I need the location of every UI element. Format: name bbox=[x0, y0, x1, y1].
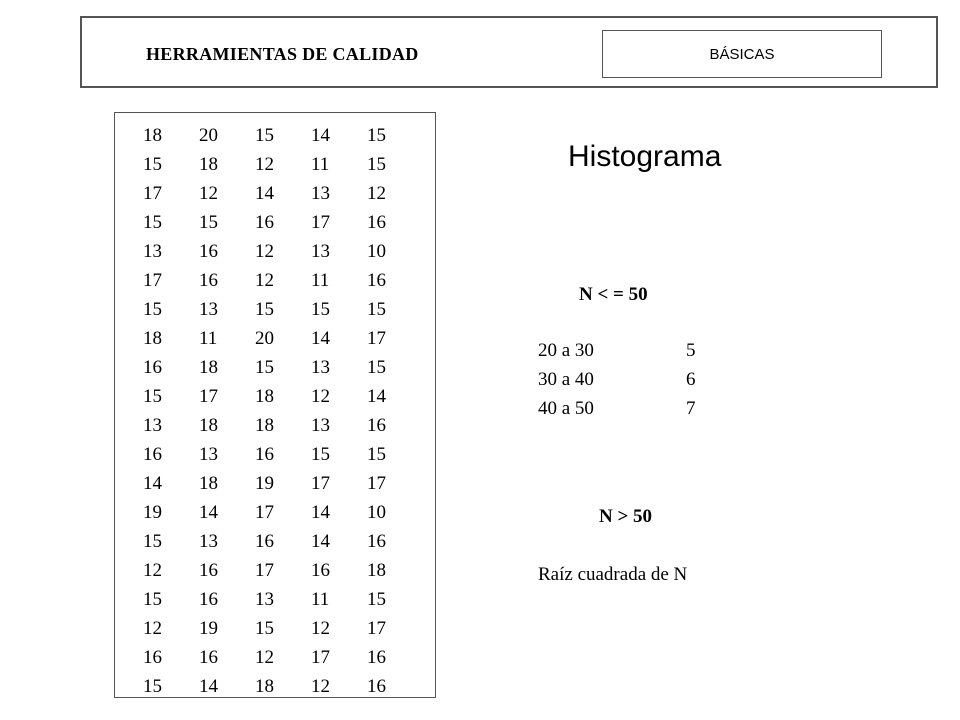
table-cell: 11 bbox=[311, 589, 330, 610]
table-cell: 13 bbox=[311, 415, 330, 436]
table-cell: 15 bbox=[143, 154, 162, 175]
table-row bbox=[143, 179, 407, 208]
table-cell: 16 bbox=[255, 444, 274, 465]
table-cell: 18 bbox=[199, 357, 218, 378]
table-cell: 17 bbox=[143, 183, 162, 204]
table-row bbox=[143, 324, 407, 353]
table-cell: 14 bbox=[311, 502, 330, 523]
table-cell: 16 bbox=[199, 241, 218, 262]
table-row bbox=[143, 469, 407, 498]
table-cell: 15 bbox=[367, 154, 386, 175]
class-count: 6 bbox=[686, 369, 696, 390]
table-cell: 15 bbox=[311, 299, 330, 320]
table-cell: 12 bbox=[255, 647, 274, 668]
table-cell: 17 bbox=[255, 502, 274, 523]
table-row bbox=[143, 353, 407, 382]
table-row bbox=[143, 411, 407, 440]
table-cell: 15 bbox=[367, 125, 386, 146]
table-cell: 14 bbox=[255, 183, 274, 204]
table-cell: 15 bbox=[367, 444, 386, 465]
table-cell: 18 bbox=[199, 473, 218, 494]
table-cell: 15 bbox=[143, 531, 162, 552]
table-row bbox=[143, 643, 407, 672]
table-cell: 18 bbox=[255, 676, 274, 697]
table-cell: 15 bbox=[199, 212, 218, 233]
table-cell: 13 bbox=[199, 299, 218, 320]
table-cell: 15 bbox=[143, 212, 162, 233]
class-count-table bbox=[538, 336, 696, 423]
table-cell: 14 bbox=[311, 531, 330, 552]
table-cell: 12 bbox=[255, 270, 274, 291]
table-cell: 15 bbox=[255, 357, 274, 378]
class-count-row bbox=[538, 394, 696, 423]
table-row bbox=[143, 266, 407, 295]
table-row bbox=[143, 237, 407, 266]
table-row bbox=[143, 556, 407, 585]
data-table-box bbox=[114, 112, 436, 698]
data-table-body bbox=[143, 121, 407, 701]
table-cell: 13 bbox=[143, 241, 162, 262]
table-cell: 16 bbox=[199, 270, 218, 291]
table-row bbox=[143, 150, 407, 179]
class-count-row bbox=[538, 365, 696, 394]
table-cell: 18 bbox=[143, 125, 162, 146]
table-row bbox=[143, 208, 407, 237]
table-cell: 13 bbox=[311, 357, 330, 378]
table-cell: 19 bbox=[255, 473, 274, 494]
large-n-heading: N > 50 bbox=[599, 506, 653, 527]
table-cell: 15 bbox=[255, 299, 274, 320]
table-cell: 11 bbox=[311, 270, 330, 291]
table-cell: 16 bbox=[199, 560, 218, 581]
table-cell: 15 bbox=[255, 125, 274, 146]
table-cell: 18 bbox=[367, 560, 386, 581]
table-cell: 17 bbox=[367, 328, 386, 349]
table-cell: 17 bbox=[311, 212, 330, 233]
table-cell: 13 bbox=[199, 444, 218, 465]
table-cell: 15 bbox=[255, 618, 274, 639]
table-cell: 15 bbox=[143, 589, 162, 610]
table-cell: 17 bbox=[143, 270, 162, 291]
table-cell: 16 bbox=[367, 676, 386, 697]
table-cell: 12 bbox=[311, 386, 330, 407]
table-cell: 12 bbox=[143, 618, 162, 639]
table-cell: 13 bbox=[199, 531, 218, 552]
table-cell: 18 bbox=[255, 415, 274, 436]
table-cell: 18 bbox=[255, 386, 274, 407]
header-title: HERRAMIENTAS DE CALIDAD bbox=[146, 44, 419, 64]
table-cell: 16 bbox=[143, 357, 162, 378]
table-cell: 13 bbox=[311, 183, 330, 204]
table-row bbox=[143, 440, 407, 469]
table-row bbox=[143, 585, 407, 614]
table-cell: 18 bbox=[143, 328, 162, 349]
sample-range: 20 a 30 bbox=[538, 340, 594, 361]
table-cell: 15 bbox=[367, 589, 386, 610]
table-cell: 12 bbox=[311, 618, 330, 639]
table-cell: 15 bbox=[143, 386, 162, 407]
table-row bbox=[143, 672, 407, 701]
table-cell: 14 bbox=[199, 676, 218, 697]
table-row bbox=[143, 614, 407, 643]
table-cell: 14 bbox=[311, 125, 330, 146]
table-cell: 16 bbox=[199, 647, 218, 668]
table-row bbox=[143, 121, 407, 150]
table-cell: 16 bbox=[367, 647, 386, 668]
table-cell: 20 bbox=[199, 125, 218, 146]
table-cell: 16 bbox=[255, 212, 274, 233]
large-n-note: Raíz cuadrada de N bbox=[538, 564, 688, 585]
table-cell: 15 bbox=[367, 357, 386, 378]
table-cell: 16 bbox=[367, 270, 386, 291]
table-cell: 13 bbox=[143, 415, 162, 436]
table-cell: 16 bbox=[143, 444, 162, 465]
table-cell: 11 bbox=[311, 154, 330, 175]
table-cell: 18 bbox=[199, 154, 218, 175]
table-cell: 18 bbox=[199, 415, 218, 436]
table-cell: 12 bbox=[367, 183, 386, 204]
page-title: Histograma bbox=[568, 140, 722, 173]
table-cell: 10 bbox=[367, 502, 386, 523]
header-badge: BÁSICAS bbox=[602, 30, 882, 78]
table-cell: 12 bbox=[199, 183, 218, 204]
sample-range: 40 a 50 bbox=[538, 398, 594, 419]
table-cell: 12 bbox=[255, 241, 274, 262]
class-count: 7 bbox=[686, 398, 696, 419]
table-cell: 16 bbox=[199, 589, 218, 610]
table-cell: 19 bbox=[143, 502, 162, 523]
table-cell: 20 bbox=[255, 328, 274, 349]
table-cell: 15 bbox=[311, 444, 330, 465]
table-cell: 17 bbox=[199, 386, 218, 407]
table-cell: 15 bbox=[367, 299, 386, 320]
class-count-row bbox=[538, 336, 696, 365]
table-cell: 15 bbox=[143, 299, 162, 320]
table-cell: 14 bbox=[199, 502, 218, 523]
table-cell: 14 bbox=[311, 328, 330, 349]
table-cell: 12 bbox=[311, 676, 330, 697]
small-n-heading: N < = 50 bbox=[579, 284, 648, 305]
table-cell: 17 bbox=[255, 560, 274, 581]
table-cell: 12 bbox=[143, 560, 162, 581]
data-table bbox=[143, 121, 407, 701]
table-cell: 17 bbox=[311, 473, 330, 494]
table-cell: 16 bbox=[367, 415, 386, 436]
table-row bbox=[143, 498, 407, 527]
table-cell: 17 bbox=[367, 618, 386, 639]
table-cell: 16 bbox=[255, 531, 274, 552]
table-cell: 17 bbox=[367, 473, 386, 494]
table-cell: 13 bbox=[311, 241, 330, 262]
table-cell: 16 bbox=[367, 212, 386, 233]
table-cell: 14 bbox=[143, 473, 162, 494]
table-cell: 13 bbox=[255, 589, 274, 610]
table-cell: 10 bbox=[367, 241, 386, 262]
table-row bbox=[143, 527, 407, 556]
table-cell: 15 bbox=[143, 676, 162, 697]
table-cell: 16 bbox=[143, 647, 162, 668]
class-count: 5 bbox=[686, 340, 696, 361]
table-cell: 14 bbox=[367, 386, 386, 407]
table-row bbox=[143, 295, 407, 324]
table-cell: 12 bbox=[255, 154, 274, 175]
table-cell: 19 bbox=[199, 618, 218, 639]
table-cell: 11 bbox=[199, 328, 218, 349]
table-cell: 16 bbox=[311, 560, 330, 581]
header-box bbox=[80, 16, 938, 88]
sample-range: 30 a 40 bbox=[538, 369, 594, 390]
table-row bbox=[143, 382, 407, 411]
class-count-body bbox=[538, 336, 696, 423]
table-cell: 16 bbox=[367, 531, 386, 552]
table-cell: 17 bbox=[311, 647, 330, 668]
